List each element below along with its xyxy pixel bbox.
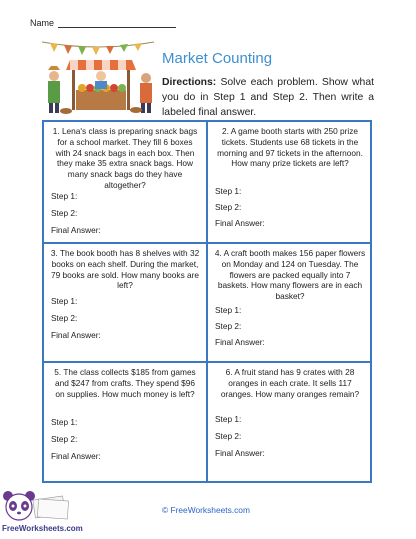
name-label: Name <box>30 18 55 28</box>
problem-cell-1 <box>44 122 206 242</box>
final-answer-label: Final Answer: <box>215 448 265 458</box>
name-field-row <box>30 18 176 28</box>
problem-cell-2 <box>208 122 372 242</box>
problem-grid <box>42 120 372 483</box>
final-answer-label: Final Answer: <box>51 225 101 235</box>
final-answer-label: Final Answer: <box>51 330 101 340</box>
step-2-label: Step 2: <box>51 208 78 218</box>
problem-cell-3 <box>44 244 206 361</box>
step-2-label: Step 2: <box>215 431 242 441</box>
step-2-label: Step 2: <box>215 321 242 331</box>
step-1-label: Step 1: <box>215 186 242 196</box>
directions-text <box>162 75 374 120</box>
problem-text: 5. The class collects $185 from games and $247 from crafts. They spend $96 on supplies. How much money is left? <box>54 367 196 399</box>
problem-cell-6 <box>208 363 372 481</box>
problem-cell-5 <box>44 363 206 481</box>
step-1-label: Step 1: <box>51 417 78 427</box>
market-stall-illustration <box>40 36 156 116</box>
copyright-link[interactable]: © FreeWorksheets.com <box>162 505 250 515</box>
name-input-line[interactable] <box>58 18 176 28</box>
problem-text: 3. The book booth has 8 shelves with 32 books on each shelf. During the market, 79 books are sold. How many books are left? <box>50 248 200 291</box>
problem-text: 2. A game booth starts with 250 prize tickets. Students use 68 tickets in the morning and 97 tickets in the afternoon. How many prize tickets are left? <box>217 126 363 169</box>
page-title: Market Counting <box>162 50 273 67</box>
step-1-label: Step 1: <box>215 305 242 315</box>
step-1-label: Step 1: <box>51 191 78 201</box>
problem-text: 6. A fruit stand has 9 crates with 28 oranges in each crate. It sells 117 oranges. How many oranges remain? <box>220 367 360 399</box>
step-2-label: Step 2: <box>51 313 78 323</box>
final-answer-label: Final Answer: <box>215 218 265 228</box>
final-answer-label: Final Answer: <box>51 451 101 461</box>
directions-body: Solve each problem. Show what you do in Step 1 and Step 2. Then write a labeled final answer. <box>162 77 374 118</box>
problem-text: 1. Lena's class is preparing snack bags for a school market. They fill 6 boxes with 24 snack bags in each box. Then they make 35 extra snack bags. How many snack bags do they have altogether? <box>52 126 198 190</box>
step-2-label: Step 2: <box>51 434 78 444</box>
step-1-label: Step 1: <box>51 296 78 306</box>
problem-text: 4. A craft booth makes 156 paper flowers on Monday and 124 on Tuesday. The flowers are packed equally into 7 baskets. How many flowers are in each basket? <box>214 248 366 302</box>
step-1-label: Step 1: <box>215 414 242 424</box>
final-answer-label: Final Answer: <box>215 337 265 347</box>
problem-cell-4 <box>208 244 372 361</box>
step-2-label: Step 2: <box>215 202 242 212</box>
panda-logo <box>0 490 78 526</box>
directions-label: Directions: <box>162 77 217 88</box>
brand-name: FreeWorksheets.com <box>2 524 83 533</box>
